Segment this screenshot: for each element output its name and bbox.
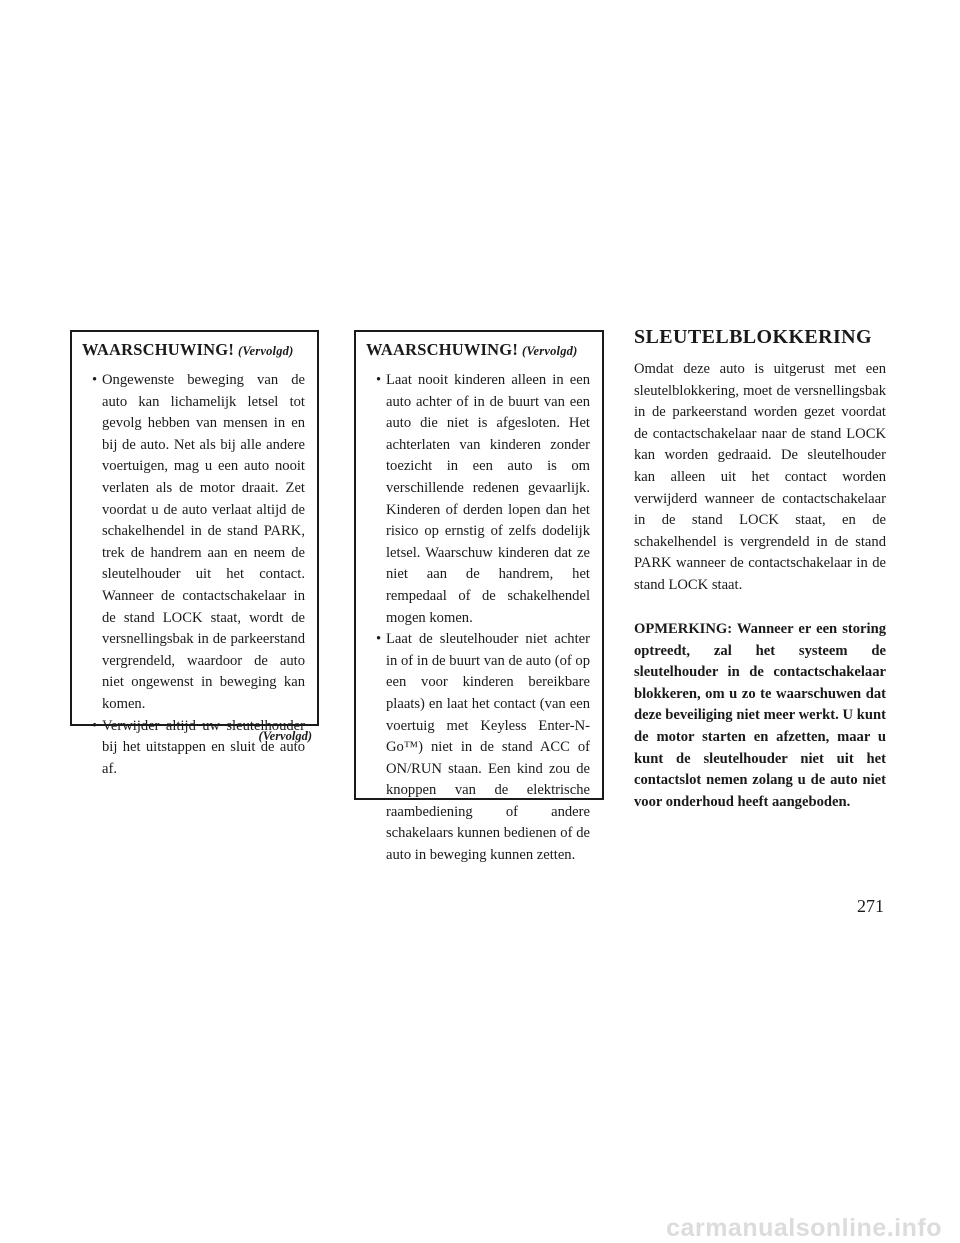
warning-box-1 xyxy=(70,330,319,777)
section-paragraph: Omdat deze auto is uitgerust met een sleutelblokkering, moet de versnellingsbak in de parkeerstand worden gezet voordat de contactschakelaar naar de stand LOCK kan worden gedraaid. De sleutelhouder kan alleen uit het contact worden verwijderd wanneer de contactschakelaar in de stand LOCK staat, en de schakelhendel is vergrendeld in de stand PARK wanneer de contactschakelaar in de stand LOCK staat. xyxy=(634,361,886,593)
warning-bullet-list xyxy=(366,370,590,867)
section-heading: SLEUTELBLOKKERING xyxy=(634,326,872,348)
warning-bullet-text: Laat de sleutelhouder niet achter in of in de buurt van de auto (of op een voor kinderen bereikbare plaats) en laat het contact (van een voertuig met Keyless Enter-N-Go™) niet in de stand ACC of ON/RUN staan. Een kind zou de knoppen van de elektrische raambediening of andere schakelaars kunnen bedienen of de auto in beweging kunnen zetten. xyxy=(386,631,590,864)
warning-bullet-text: Laat nooit kinderen alleen in een auto achter of in de buurt van een auto die niet is afgesloten. Het achterlaten van kinderen zonder toezicht in een auto is om verschillende redenen gevaarlijk. Kinderen of derden lopen dan het risico op ernstig of zelfs dodelijk letsel. Waarschuw kinderen dat ze niet aan de handrem, het rempedaal of de schakelhendel mogen komen. xyxy=(386,372,590,626)
warning-title-label: WAARSCHUWING! xyxy=(82,340,235,359)
warning-bullet-text: Ongewenste beweging van de auto kan lichamelijk letsel tot gevolg hebben van mensen in en bij de auto. Net als bij alle andere voertuigen, mag u een auto nooit verlaten als de motor draait. Zet voordat u de auto verlaat altijd de schakelhendel in de stand PARK, trek de handrem aan en neem de sleutelhouder uit het contact. Wanneer de contactschakelaar in de stand LOCK staat, wordt de versnellingsbak in de parkeerstand vergrendeld, waardoor de auto niet ongewenst in beweging kan komen. xyxy=(102,372,305,712)
watermark-logo: carmanualsonline.info xyxy=(666,1214,942,1242)
warning-bullet: • Verwijder altijd uw sleutelhouder bij het uitstappen en sluit de auto af. xyxy=(92,717,305,777)
warning-box-2 xyxy=(354,330,604,864)
warning-title-label: WAARSCHUWING! xyxy=(366,340,519,359)
continued-note: (Vervolgd) xyxy=(258,729,312,743)
page-number: 271 xyxy=(857,896,884,916)
warning-bullet-list xyxy=(82,370,305,780)
warning-bullet: • Laat de sleutelhouder niet achter in of in de buurt van de auto (of op een voor kinderen bereikbare plaats) en laat het contact (van een voertuig met Keyless Enter-N-Go™) niet in de stand ACC of ON/RUN staan. Een kind zou de knoppen van de elektrische raambediening of andere schakelaars kunnen bedienen of de auto in beweging kunnen zetten. xyxy=(376,631,590,864)
warning-bullet-text: Verwijder altijd uw sleutelhouder bij het uitstappen en sluit de auto af. xyxy=(102,717,305,777)
warning-title xyxy=(366,340,590,360)
section-note: OPMERKING: Wanneer er een storing optreedt, zal het systeem de sleutelhouder in de contactschakelaar blokkeren, om u zo te waarschuwen dat deze beveiliging niet meer werkt. U kunt de motor starten en afzetten, maar u kunt de sleutelhouder niet uit het contactslot nemen zolang u de auto niet voor onderhoud heeft aangeboden. xyxy=(634,621,886,810)
warning-title xyxy=(82,340,305,360)
warning-bullet: • Laat nooit kinderen alleen in een auto achter of in de buurt van een auto die niet is afgesloten. Het achterlaten van kinderen zonder toezicht in een auto is om verschillende redenen gevaarlijk. Kinderen of derden lopen dan het risico op ernstig of zelfs dodelijk letsel. Waarschuw kinderen dat ze niet aan de handrem, het rempedaal of de schakelhendel mogen komen. xyxy=(376,372,590,626)
warning-continued-label: (Vervolgd) xyxy=(522,344,578,358)
warning-bullet: • Ongewenste beweging van de auto kan lichamelijk letsel tot gevolg hebben van mensen in en bij de auto. Net als bij alle andere voertuigen, mag u een auto nooit verlaten als de motor draait. Zet voordat u de auto verlaat altijd de schakelhendel in de stand PARK, trek de handrem aan en neem de sleutelhouder uit het contact. Wanneer de contactschakelaar in de stand LOCK staat, wordt de versnellingsbak in de parkeerstand vergrendeld, waardoor de auto niet ongewenst in beweging kan komen. xyxy=(92,372,305,712)
warning-continued-label: (Vervolgd) xyxy=(238,344,294,358)
